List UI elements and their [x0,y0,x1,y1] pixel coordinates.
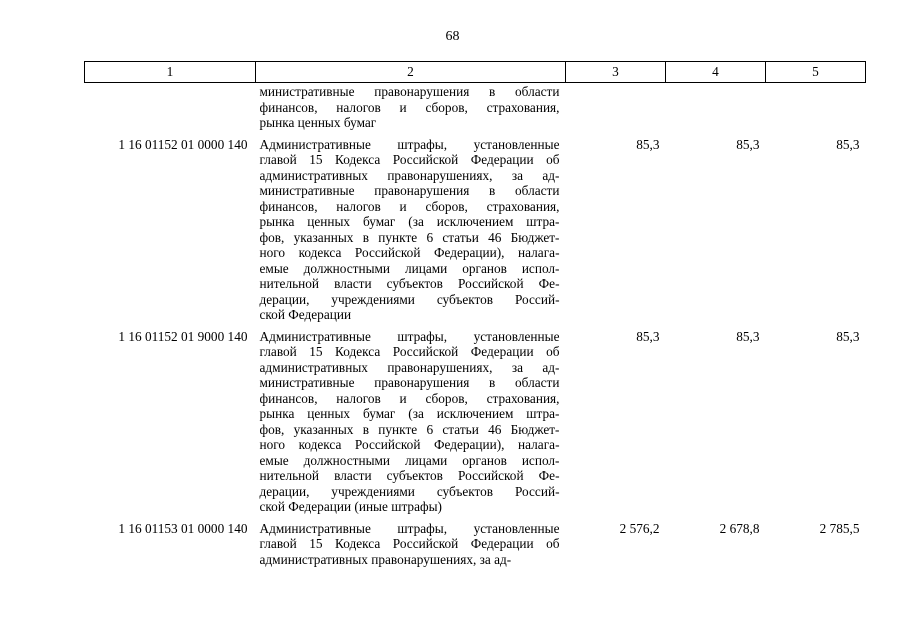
value-cell-v5: 85,3 [836,328,860,344]
value-cell [566,83,666,131]
description-line: рынка ценных бумаг (за исключением штра- [259,214,560,229]
description-line: нительной власти субъектов Российской Фе- [259,276,560,291]
code-cell: 1 16 01152 01 0000 140 [118,136,248,152]
description-line: ного кодекса Российской Федерации), налага- [259,245,560,260]
table-row [85,323,866,515]
description-line: министративные правонарушения в области [259,84,560,99]
description-line: емые должностными лицами органов испол- [259,452,560,468]
value-cell-v4: 85,3 [736,136,760,152]
description-line: финансов, налогов и сборов, страхования, [259,198,560,214]
description-line: административных правонарушениях, за ад- [259,359,560,375]
description-line: рынка ценных бумаг (за исключением штра- [259,406,560,421]
value-cell-v4: 2 678,8 [719,520,760,536]
value-cell-v3: 85,3 [636,136,660,152]
description-line: ской Федерации [259,307,352,322]
description-cell [256,83,566,131]
description-line: финансов, налогов и сборов, страхования, [259,99,560,115]
column-header-1: 1 [85,62,256,83]
description-line: фов, указанных в пункте 6 статьи 46 Бюджет- [259,229,560,245]
value-cell-v3: 2 576,2 [619,520,660,536]
description-line: Административные штрафы, установленные [259,520,560,536]
table-header-row [85,62,866,83]
description-line: рынка ценных бумаг [259,115,377,130]
code-cell: 1 16 01152 01 9000 140 [118,328,248,344]
description-line: Административные штрафы, установленные [259,136,560,152]
value-cell-v4: 85,3 [736,328,760,344]
column-header-3: 3 [566,62,666,83]
description-line: ного кодекса Российской Федерации), налага- [259,437,560,452]
table-row [85,515,866,568]
value-cell-v3: 85,3 [636,328,660,344]
column-header-4: 4 [666,62,766,83]
description-line: министративные правонарушения в области [259,375,560,390]
description-line: главой 15 Кодекса Российской Федерации об [259,536,560,551]
description-line: министративные правонарушения в области [259,183,560,198]
description-line: Административные штрафы, установленные [259,328,560,344]
description-line: главой 15 Кодекса Российской Федерации об [259,152,560,167]
description-line: дерации, учреждениями субъектов Россий- [259,291,560,307]
description-line: емые должностными лицами органов испол- [259,260,560,276]
description-line: ской Федерации (иные штрафы) [259,499,442,514]
code-cell [85,83,256,131]
budget-table [84,61,866,567]
table-row-continuation [85,83,866,131]
description-line: фов, указанных в пункте 6 статьи 46 Бюджет- [259,421,560,437]
description-cell [256,515,566,568]
code-cell: 1 16 01153 01 0000 140 [118,520,248,536]
description-cell [256,323,566,515]
description-line: нительной власти субъектов Российской Фе- [259,468,560,483]
description-line: административных правонарушениях, за ад- [259,167,560,183]
description-cell [256,131,566,323]
description-line: финансов, налогов и сборов, страхования, [259,390,560,406]
value-cell-v5: 85,3 [836,136,860,152]
description-line: административных правонарушениях, за ад- [259,551,512,567]
table-row [85,131,866,323]
description-line: дерации, учреждениями субъектов Россий- [259,483,560,499]
column-header-2: 2 [256,62,566,83]
page-number: 68 [445,29,460,44]
value-cell [666,83,766,131]
value-cell [766,83,866,131]
value-cell-v5: 2 785,5 [819,520,860,536]
description-line: главой 15 Кодекса Российской Федерации об [259,344,560,359]
column-header-5: 5 [766,62,866,83]
